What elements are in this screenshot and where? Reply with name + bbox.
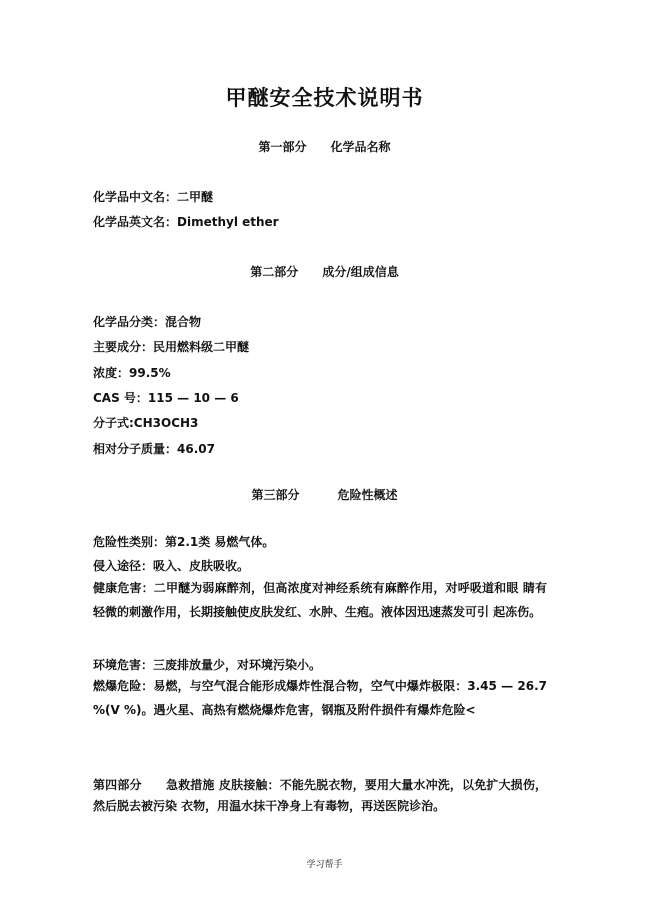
route-line: 侵入途径：吸入、皮肤吸收。 bbox=[93, 559, 250, 573]
formula-line: 分子式:CH3OCH3 bbox=[93, 416, 199, 430]
english-name-line: 化学品英文名：Dimethyl ether bbox=[93, 215, 279, 229]
molecular-mass-line: 相对分子质量：46.07 bbox=[93, 442, 215, 456]
chinese-name-line: 化学品中文名：二甲醚 bbox=[93, 190, 214, 204]
cas-line: CAS 号：115 — 10 — 6 bbox=[93, 391, 239, 405]
section-heading-part2 bbox=[0, 263, 649, 280]
main-component-line: 主要成分：民用燃料级二甲醚 bbox=[93, 340, 250, 354]
hazard-class-line: 危险性类别：第2.1类 易燃气体。 bbox=[93, 535, 275, 549]
health-hazard-paragraph: 健康危害：二甲醚为弱麻醉剂，但高浓度对神经系统有麻醉作用，对呼吸道和眼 睛有轻微的刺激作用，长期接触使皮肤发红、水肿、生疱。液体因迅速蒸发可引 起冻伤。 bbox=[93, 581, 547, 619]
document-title: 甲醚安全技术说明书 bbox=[225, 86, 424, 110]
section-name: 危险性概述 bbox=[337, 488, 398, 502]
explosion-hazard-paragraph: 燃爆危险：易燃，与空气混合能形成爆炸性混合物，空气中爆炸极限：3.45 — 26.7 %(V %)。遇火星、高热有燃烧爆炸危害，钢瓶及附件损件有爆炸危险< bbox=[93, 679, 547, 717]
concentration-line: 浓度：99.5% bbox=[93, 366, 171, 380]
first-aid-paragraph: 第四部分 急救措施 皮肤接触：不能先脱衣物，要用大量水冲洗，以免扩大损伤，然后脱去被污染 衣物，用温水抹干净身上有毒物，再送医院诊治。 bbox=[93, 778, 547, 813]
category-line: 化学品分类：混合物 bbox=[93, 315, 202, 329]
section-heading-part1 bbox=[0, 138, 649, 155]
section-number: 第三部分 bbox=[251, 488, 300, 502]
section-number: 第一部分 bbox=[258, 140, 307, 154]
section-name: 化学品名称 bbox=[330, 140, 391, 154]
section-name: 成分/组成信息 bbox=[322, 265, 399, 279]
environment-hazard-line: 环境危害：三废排放量少，对环境污染小。 bbox=[93, 658, 322, 672]
page-footer: 学习帮手 bbox=[306, 860, 343, 870]
section-number: 第二部分 bbox=[250, 265, 299, 279]
section-heading-part3 bbox=[0, 486, 649, 503]
